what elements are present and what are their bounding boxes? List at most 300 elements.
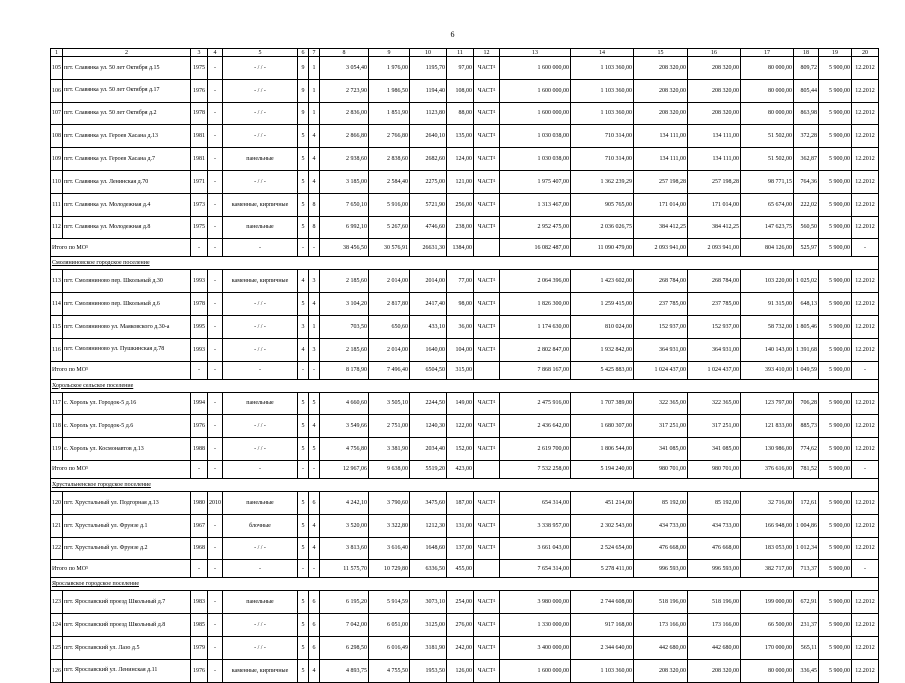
table-cell: 2 436 642,00 xyxy=(500,415,571,438)
table-cell: 7 042,00 xyxy=(320,614,369,637)
table-cell: 97,00 xyxy=(447,57,474,80)
footnote-mark: 4 xyxy=(493,544,496,550)
table-cell: 1968 xyxy=(191,537,208,560)
footnote-mark: 4 xyxy=(493,155,496,161)
table-cell: 2 751,00 xyxy=(369,415,410,438)
total-cell: 5 278 411,00 xyxy=(571,560,634,578)
table-cell: 1648,60 xyxy=(410,537,447,560)
total-cell: 38 456,50 xyxy=(320,239,369,257)
footnote-mark: 4 xyxy=(493,345,496,351)
table-cell: 3 813,60 xyxy=(320,537,369,560)
table-cell: 905 765,00 xyxy=(571,193,634,216)
table-cell: 208 320,00 xyxy=(688,659,741,682)
table-cell: 121,00 xyxy=(447,170,474,193)
table-cell: 5 900,00 xyxy=(819,338,852,361)
total-cell: - xyxy=(191,361,208,379)
table-cell: 648,13 xyxy=(794,293,819,316)
table-cell: 2 723,90 xyxy=(320,79,369,102)
column-number: 6 xyxy=(298,49,309,57)
table-cell: 2034,40 xyxy=(410,438,447,461)
table-cell: 1976 xyxy=(191,659,208,682)
table-cell: 12.2012 xyxy=(852,438,879,461)
table-cell: 3 104,20 xyxy=(320,293,369,316)
table-cell: 1 103 360,00 xyxy=(571,79,634,102)
table-cell: - xyxy=(208,438,223,461)
table-body xyxy=(51,49,879,683)
table-cell: 5 900,00 xyxy=(819,79,852,102)
total-label: Итого по $МО^5$ xyxy=(51,560,191,578)
table-cell: 130 986,00 xyxy=(741,438,794,461)
table-cell: 126,00 xyxy=(447,659,474,682)
table-cell: 4 xyxy=(309,537,320,560)
column-number: 2 xyxy=(63,49,191,57)
table-cell: 434 733,00 xyxy=(688,514,741,537)
table-cell: 706,28 xyxy=(794,392,819,415)
table-cell: каменные, кирпичные xyxy=(223,193,298,216)
table-cell: 5 xyxy=(309,438,320,461)
table-cell: 6 xyxy=(309,591,320,614)
table-cell: 1981 xyxy=(191,125,208,148)
table-cell: 118 xyxy=(51,415,63,438)
table-cell: 4 xyxy=(309,125,320,148)
table-cell: 91 315,00 xyxy=(741,293,794,316)
table-cell: 1975 xyxy=(191,216,208,239)
section-title: Ярославское городское поселение xyxy=(51,578,879,591)
table-cell: 1 012,34 xyxy=(794,537,819,560)
table-cell: 134 111,00 xyxy=(634,125,688,148)
footnote-mark: 4 xyxy=(493,86,496,92)
footnote-mark: 4 xyxy=(493,598,496,604)
table-cell: 276,00 xyxy=(447,614,474,637)
table-cell: 560,50 xyxy=(794,216,819,239)
total-cell: 525,97 xyxy=(794,239,819,257)
table-cell: 125 xyxy=(51,636,63,659)
table-cell: 4 xyxy=(298,338,309,361)
table-cell: 171 014,00 xyxy=(634,193,688,216)
table-row xyxy=(51,491,879,514)
table-cell: 5 267,60 xyxy=(369,216,410,239)
table-cell: 3 505,10 xyxy=(369,392,410,415)
total-cell: 30 576,91 xyxy=(369,239,410,257)
table-cell: 654 314,00 xyxy=(500,491,571,514)
table-cell: 1 600 000,00 xyxy=(500,659,571,682)
table-row xyxy=(51,659,879,682)
table-cell: 1978 xyxy=(191,102,208,125)
table-cell: панельные xyxy=(223,216,298,239)
table-cell: ЧАСТ$^4$ xyxy=(474,170,500,193)
table-cell: 764,36 xyxy=(794,170,819,193)
table-cell: 5 900,00 xyxy=(819,392,852,415)
table-cell: 3181,90 xyxy=(410,636,447,659)
table-cell: 322 365,00 xyxy=(634,392,688,415)
table-cell: 1976 xyxy=(191,79,208,102)
table-cell: 2014,00 xyxy=(410,270,447,293)
total-cell: - xyxy=(208,560,223,578)
total-cell: - xyxy=(852,361,879,379)
total-cell: - xyxy=(309,560,320,578)
address-cell: пгт. Смоляниново ул. Пушкинская д.78 xyxy=(63,338,191,361)
table-cell: 2 064 396,00 xyxy=(500,270,571,293)
table-cell: 12.2012 xyxy=(852,170,879,193)
table-cell: панельные xyxy=(223,392,298,415)
total-cell: 376 616,00 xyxy=(741,460,794,478)
table-cell: - / / - xyxy=(223,125,298,148)
table-cell: 237 785,00 xyxy=(634,293,688,316)
table-row xyxy=(51,125,879,148)
table-cell: 5 914,59 xyxy=(369,591,410,614)
table-cell: панельные xyxy=(223,491,298,514)
table-cell: 238,00 xyxy=(447,216,474,239)
section-title: Хрустальненское городское поселение xyxy=(51,478,879,491)
table-cell: 2 938,60 xyxy=(320,148,369,171)
table-cell: 3 xyxy=(309,270,320,293)
table-cell: 6 195,20 xyxy=(320,591,369,614)
table-cell: ЧАСТ$^4$ xyxy=(474,270,500,293)
total-cell: 5 194 240,00 xyxy=(571,460,634,478)
table-cell: 123 xyxy=(51,591,63,614)
table-cell: 5 900,00 xyxy=(819,614,852,637)
table-row xyxy=(51,591,879,614)
table-cell: ЧАСТ$^4$ xyxy=(474,216,500,239)
total-label: Итого по $МО^5$ xyxy=(51,361,191,379)
table-cell: 1 174 630,00 xyxy=(500,315,571,338)
table-cell: 80 000,00 xyxy=(741,102,794,125)
address-cell: пгт. Ярославский ул. Лазо д.5 xyxy=(63,636,191,659)
table-cell: 3 520,00 xyxy=(320,514,369,537)
footnote-mark: 5 xyxy=(86,366,89,372)
table-cell: 1 851,90 xyxy=(369,102,410,125)
table-cell: 12.2012 xyxy=(852,216,879,239)
table-cell: 1976 xyxy=(191,415,208,438)
column-number: 14 xyxy=(571,49,634,57)
table-cell: 108 xyxy=(51,125,63,148)
table-cell: 5 900,00 xyxy=(819,216,852,239)
table-cell: 5 900,00 xyxy=(819,102,852,125)
table-cell: 173 166,00 xyxy=(634,614,688,637)
table-cell: 208 320,00 xyxy=(688,57,741,80)
table-cell: 106 xyxy=(51,79,63,102)
table-cell: 124,00 xyxy=(447,148,474,171)
total-cell xyxy=(474,361,500,379)
table-row xyxy=(51,57,879,80)
table-cell: 3 338 957,00 xyxy=(500,514,571,537)
table-cell: 107 xyxy=(51,102,63,125)
table-cell: 222,02 xyxy=(794,193,819,216)
table-cell: 1994 xyxy=(191,392,208,415)
table-cell: 12.2012 xyxy=(852,293,879,316)
total-cell: 1384,00 xyxy=(447,239,474,257)
address-cell: пгт. Славянка ул. 50 лет Октября д.15 xyxy=(63,57,191,80)
table-cell: 518 196,00 xyxy=(688,591,741,614)
table-cell: 4 893,75 xyxy=(320,659,369,682)
table-cell: 172,61 xyxy=(794,491,819,514)
address-cell: пгт. Смоляниново пер. Школьный д.30 xyxy=(63,270,191,293)
total-cell: 781,52 xyxy=(794,460,819,478)
table-cell: 364 931,00 xyxy=(688,338,741,361)
column-number: 3 xyxy=(191,49,208,57)
table-cell: 77,00 xyxy=(447,270,474,293)
table-cell: 2 014,00 xyxy=(369,338,410,361)
table-cell: 5 900,00 xyxy=(819,270,852,293)
table-cell: 317 251,00 xyxy=(634,415,688,438)
table-cell: 3 054,40 xyxy=(320,57,369,80)
table-cell: 1 330 000,00 xyxy=(500,614,571,637)
column-number: 20 xyxy=(852,49,879,57)
table-cell: 12.2012 xyxy=(852,415,879,438)
table-cell: 51 502,00 xyxy=(741,148,794,171)
table-cell: 1975 xyxy=(191,57,208,80)
table-cell: - / / - xyxy=(223,102,298,125)
table-cell: 1123,80 xyxy=(410,102,447,125)
table-cell: 208 320,00 xyxy=(634,659,688,682)
table-cell: 5 xyxy=(298,392,309,415)
total-cell: 996 593,00 xyxy=(688,560,741,578)
table-cell: 208 320,00 xyxy=(688,79,741,102)
table-cell: 119 xyxy=(51,438,63,461)
table-cell: 8 xyxy=(309,216,320,239)
table-cell: 110 xyxy=(51,170,63,193)
total-cell: 7 496,40 xyxy=(369,361,410,379)
table-cell: 5 900,00 xyxy=(819,659,852,682)
table-cell: 183 053,00 xyxy=(741,537,794,560)
table-cell: 341 085,00 xyxy=(688,438,741,461)
table-cell: ЧАСТ$^4$ xyxy=(474,125,500,148)
table-cell: 1194,40 xyxy=(410,79,447,102)
footnote-mark: 4 xyxy=(493,498,496,504)
total-cell: 5 900,00 xyxy=(819,460,852,478)
total-cell: 5 425 883,00 xyxy=(571,361,634,379)
total-cell: 7 868 167,00 xyxy=(500,361,571,379)
table-cell: ЧАСТ$^4$ xyxy=(474,392,500,415)
table-cell: 1640,00 xyxy=(410,338,447,361)
total-cell: 804 126,00 xyxy=(741,239,794,257)
total-cell xyxy=(474,460,500,478)
table-cell: 122 xyxy=(51,537,63,560)
table-cell: - xyxy=(208,102,223,125)
table-cell: - xyxy=(208,514,223,537)
table-cell: - xyxy=(208,392,223,415)
table-cell: 137,00 xyxy=(447,537,474,560)
table-cell: блочные xyxy=(223,514,298,537)
table-cell: 3073,10 xyxy=(410,591,447,614)
table-cell: ЧАСТ$^4$ xyxy=(474,57,500,80)
table-cell: 442 680,00 xyxy=(634,636,688,659)
table-cell: 135,00 xyxy=(447,125,474,148)
table-cell: 5 xyxy=(298,125,309,148)
table-cell: 1 362 239,29 xyxy=(571,170,634,193)
address-cell: пгт. Смоляниново пер. Школьный д.6 xyxy=(63,293,191,316)
table-cell: 341 085,00 xyxy=(634,438,688,461)
table-cell: 1 030 038,00 xyxy=(500,125,571,148)
table-cell: - xyxy=(208,415,223,438)
table-cell: 134 111,00 xyxy=(688,148,741,171)
page-number: 6 xyxy=(450,30,455,39)
table-row xyxy=(51,193,879,216)
footnote-mark: 4 xyxy=(493,445,496,451)
table-cell: 1 xyxy=(309,79,320,102)
table-cell: 433,10 xyxy=(410,315,447,338)
table-row xyxy=(51,170,879,193)
total-cell: - xyxy=(208,460,223,478)
table-cell: 3 xyxy=(298,315,309,338)
table-cell: 6 992,10 xyxy=(320,216,369,239)
table-cell: 5 xyxy=(298,170,309,193)
table-cell: 5 916,00 xyxy=(369,193,410,216)
table-cell: 2 475 916,00 xyxy=(500,392,571,415)
total-cell: - xyxy=(298,361,309,379)
address-cell: пгт. Славянка ул. Героев Хасана д.13 xyxy=(63,125,191,148)
table-cell: 1 600 000,00 xyxy=(500,79,571,102)
table-cell: 51 502,00 xyxy=(741,125,794,148)
table-cell: 1 103 360,00 xyxy=(571,659,634,682)
table-cell: 12.2012 xyxy=(852,148,879,171)
table-cell: 384 412,25 xyxy=(634,216,688,239)
table-cell: 5 xyxy=(298,537,309,560)
table-row xyxy=(51,514,879,537)
table-cell: - / / - xyxy=(223,338,298,361)
table-cell: - xyxy=(208,293,223,316)
table-cell: 2 838,60 xyxy=(369,148,410,171)
table-cell: 2 185,60 xyxy=(320,270,369,293)
footnote-mark: 4 xyxy=(493,399,496,405)
column-number: 16 xyxy=(688,49,741,57)
total-cell: - xyxy=(208,361,223,379)
table-row xyxy=(51,315,879,338)
total-cell: - xyxy=(852,560,879,578)
table-cell: - xyxy=(208,148,223,171)
table-cell: - xyxy=(208,125,223,148)
table-cell: 1993 xyxy=(191,338,208,361)
address-cell: пгт. Славянка ул. Молодежная д.4 xyxy=(63,193,191,216)
table-cell: 372,28 xyxy=(794,125,819,148)
table-cell: - xyxy=(208,216,223,239)
table-cell: 442 680,00 xyxy=(688,636,741,659)
table-cell: 1 600 000,00 xyxy=(500,102,571,125)
table-cell: 1995 xyxy=(191,315,208,338)
table-cell: - / / - xyxy=(223,57,298,80)
table-cell: 5 900,00 xyxy=(819,415,852,438)
total-cell: - xyxy=(223,560,298,578)
table-cell: ЧАСТ$^4$ xyxy=(474,491,500,514)
total-cell: - xyxy=(298,560,309,578)
table-cell: 8 xyxy=(309,193,320,216)
table-row xyxy=(51,79,879,102)
table-cell: 2 766,80 xyxy=(369,125,410,148)
table-row xyxy=(51,338,879,361)
table-cell: 2 802 847,00 xyxy=(500,338,571,361)
table-cell: 7 650,10 xyxy=(320,193,369,216)
table-cell: ЧАСТ$^4$ xyxy=(474,148,500,171)
total-cell xyxy=(474,560,500,578)
table-cell: 12.2012 xyxy=(852,491,879,514)
table-cell: 5 xyxy=(298,148,309,171)
total-cell: 980 701,00 xyxy=(688,460,741,478)
table-cell: 113 xyxy=(51,270,63,293)
table-cell: 199 000,00 xyxy=(741,591,794,614)
table-cell: 362,87 xyxy=(794,148,819,171)
footnote-mark: 4 xyxy=(493,223,496,229)
table-cell: 1240,30 xyxy=(410,415,447,438)
table-cell: ЧАСТ$^4$ xyxy=(474,193,500,216)
footnote-mark: 4 xyxy=(493,177,496,183)
footnote-mark: 4 xyxy=(493,300,496,306)
table-cell: 12.2012 xyxy=(852,591,879,614)
table-cell: 208 320,00 xyxy=(688,102,741,125)
total-cell: 8 178,90 xyxy=(320,361,369,379)
table-cell: 4 756,80 xyxy=(320,438,369,461)
table-cell: - xyxy=(208,315,223,338)
table-cell: ЧАСТ$^4$ xyxy=(474,659,500,682)
table-cell: 4 660,60 xyxy=(320,392,369,415)
table-cell: 1971 xyxy=(191,170,208,193)
table-cell: 1978 xyxy=(191,293,208,316)
table-cell: - / / - xyxy=(223,170,298,193)
table-cell: 6 xyxy=(309,636,320,659)
table-cell: 364 931,00 xyxy=(634,338,688,361)
address-cell: пгт. Ярославский проезд Школьный д.8 xyxy=(63,614,191,637)
column-number: 1 xyxy=(51,49,63,57)
total-cell: 6336,50 xyxy=(410,560,447,578)
table-cell: 1 707 389,00 xyxy=(571,392,634,415)
table-cell: 810 024,00 xyxy=(571,315,634,338)
table-cell: 917 168,00 xyxy=(571,614,634,637)
total-cell: - xyxy=(223,239,298,257)
table-cell: 4 xyxy=(309,514,320,537)
column-number: 19 xyxy=(819,49,852,57)
table-cell: 3475,60 xyxy=(410,491,447,514)
table-cell: 1195,70 xyxy=(410,57,447,80)
table-cell: ЧАСТ$^4$ xyxy=(474,315,500,338)
table-cell: каменные, кирпичные xyxy=(223,270,298,293)
table-cell: 5 xyxy=(298,216,309,239)
table-cell: 208 320,00 xyxy=(634,57,688,80)
table-cell: 1 976,00 xyxy=(369,57,410,80)
table-cell: 1212,30 xyxy=(410,514,447,537)
table-cell: 85 192,00 xyxy=(634,491,688,514)
table-cell: 131,00 xyxy=(447,514,474,537)
section-row xyxy=(51,478,879,491)
table-cell: 5 900,00 xyxy=(819,125,852,148)
total-cell: 11 090 479,00 xyxy=(571,239,634,257)
table-cell: 98,00 xyxy=(447,293,474,316)
total-cell: - xyxy=(309,460,320,478)
table-cell: 98 771,15 xyxy=(741,170,794,193)
section-row xyxy=(51,257,879,270)
table-cell: 2275,00 xyxy=(410,170,447,193)
total-cell: 980 701,00 xyxy=(634,460,688,478)
total-cell: - xyxy=(191,560,208,578)
table-cell: 1 xyxy=(309,315,320,338)
column-number: 10 xyxy=(410,49,447,57)
total-cell: 16 082 487,00 xyxy=(500,239,571,257)
table-cell: 9 xyxy=(298,57,309,80)
table-cell: 120 xyxy=(51,491,63,514)
table-cell: 1 975 407,00 xyxy=(500,170,571,193)
table-cell: 2 185,60 xyxy=(320,338,369,361)
footnote-mark: 4 xyxy=(493,621,496,627)
table-cell: 116 xyxy=(51,338,63,361)
table-cell: ЧАСТ$^4$ xyxy=(474,537,500,560)
total-cell xyxy=(474,239,500,257)
table-cell: 5 900,00 xyxy=(819,537,852,560)
table-cell: 12.2012 xyxy=(852,315,879,338)
total-row xyxy=(51,361,879,379)
table-cell: 4 xyxy=(309,170,320,193)
footnote-mark: 4 xyxy=(493,521,496,527)
table-cell: 5 900,00 xyxy=(819,491,852,514)
table-cell: 5 900,00 xyxy=(819,57,852,80)
total-cell: - xyxy=(309,361,320,379)
